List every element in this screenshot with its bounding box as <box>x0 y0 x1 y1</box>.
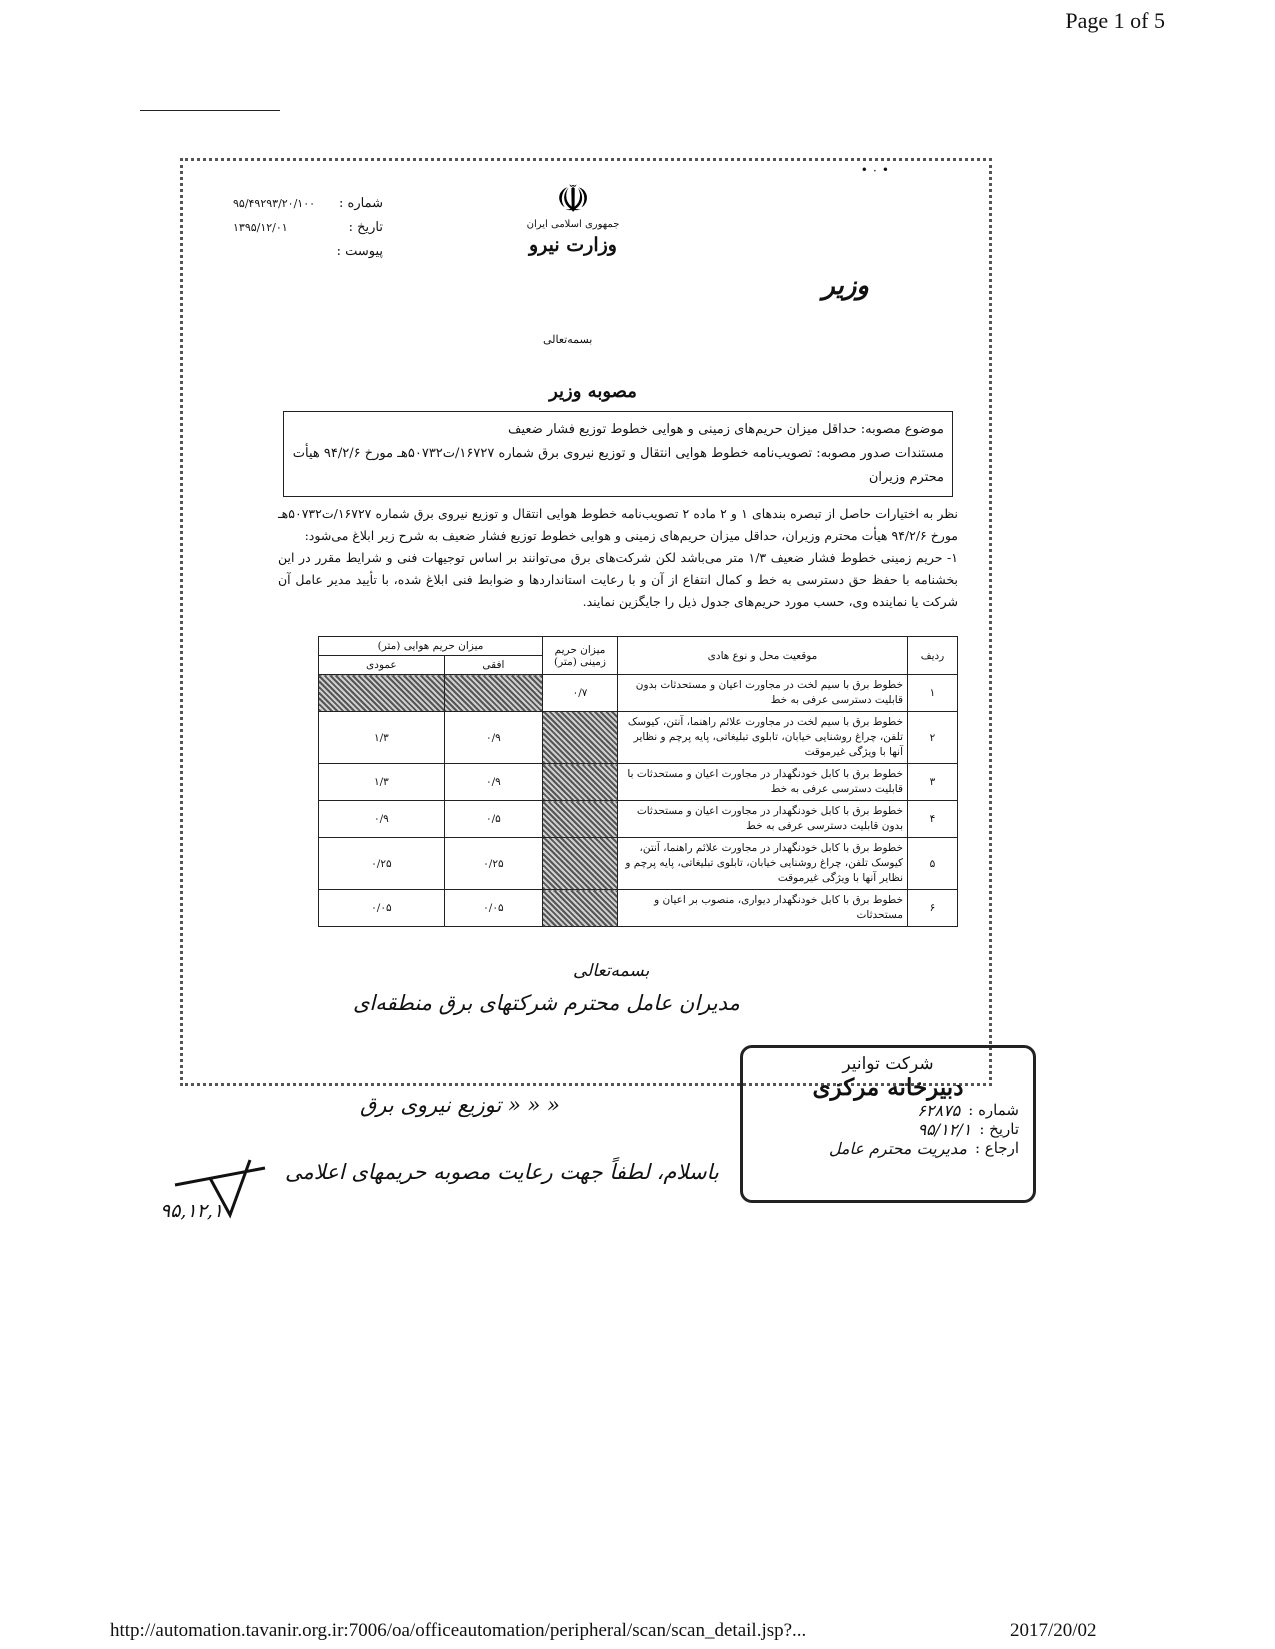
stamp-office: دبیرخانه مرکزی <box>812 1074 964 1101</box>
stamp-refer-value: مدیریت محترم عامل <box>828 1139 967 1158</box>
scanned-letter <box>180 158 992 1086</box>
cell-location: خطوط برق با کابل خودنگهدار در مجاورت اعیان و مستحدثات بدون قابلیت دسترسی عرفی به خط <box>618 801 908 838</box>
cell-location: خطوط برق با کابل خودنگهدار در مجاورت اعیان و مستحدثات با قابلیت دسترسی عرفی به خط <box>618 764 908 801</box>
number-label: شماره : <box>339 195 383 211</box>
stamp-date-value: ۹۵/۱۲/۱ <box>917 1120 972 1139</box>
number-value: ۹۵/۴۹۲۹۳/۲۰/۱۰۰ <box>233 196 316 210</box>
cell-row-number: ۳ <box>908 764 958 801</box>
scan-mark: • ۰ • <box>860 163 889 177</box>
table-row <box>319 801 958 838</box>
cell-ground <box>543 764 618 801</box>
cell-ground <box>543 801 618 838</box>
cell-row-number: ۴ <box>908 801 958 838</box>
table-row <box>319 712 958 764</box>
cell-vertical: ۰/۰۵ <box>319 890 445 927</box>
cell-horizontal: ۰/۰۵ <box>444 890 542 927</box>
resolution-title: مصوبه وزیر <box>549 381 637 402</box>
cell-horizontal <box>444 675 542 712</box>
table-row <box>319 764 958 801</box>
header-air: میزان حریم هوایی (متر) <box>319 637 543 656</box>
meta-attachment <box>233 239 383 263</box>
cell-vertical: ۱/۳ <box>319 764 445 801</box>
bismillah: بسمه‌تعالی <box>543 333 593 346</box>
body-paragraph-2: ۱- حریم زمینی خطوط فشار ضعیف ۱/۳ متر می‌باشد لکن شرکت‌های برق می‌توانند بر اساس توجیهات فنی و شرایط مقرر در این بخشنامه با حفظ حق دسترسی به خط و کمال انتفاع از آن و با رعایت استانداردها و ضوابط فنی ابلاغ شده، با تأیید مدیر عامل آن شرکت یا نماینده وی، حسب مورد حریم‌های جدول ذیل را جایگزین نمایند. <box>278 550 958 609</box>
top-rule <box>140 110 280 111</box>
stamp-refer-label: ارجاع : <box>974 1139 1019 1157</box>
cell-row-number: ۱ <box>908 675 958 712</box>
cell-location: خطوط برق با کابل خودنگهدار دیواری، منصوب بر اعیان و مستحدثات <box>618 890 908 927</box>
secretariat-stamp <box>740 1045 1036 1203</box>
stamp-number-label: شماره : <box>968 1101 1019 1119</box>
signature-date: ۹۵,۱۲,۱ <box>160 1200 224 1222</box>
meta-date <box>233 215 383 239</box>
letterhead <box>503 179 643 256</box>
table-row <box>319 890 958 927</box>
header-vertical: عمودی <box>319 656 445 675</box>
stamp-refer-row <box>757 1139 1019 1158</box>
subject-box <box>283 411 953 497</box>
table-header-row <box>319 637 958 656</box>
cell-row-number: ۶ <box>908 890 958 927</box>
cell-ground <box>543 712 618 764</box>
header-row-number: ردیف <box>908 637 958 675</box>
date-label: تاریخ : <box>348 219 383 235</box>
date-value: ۱۳۹۵/۱۲/۰۱ <box>233 220 288 234</box>
handwritten-distribution: « « « توزیع نیروی برق <box>360 1093 560 1117</box>
cell-location: خطوط برق با سیم لخت در مجاورت اعیان و مستحدثات بدون قابلیت دسترسی عرفی به خط <box>618 675 908 712</box>
gov-name: جمهوری اسلامی ایران <box>526 219 620 230</box>
privacy-table <box>318 636 958 927</box>
basis-line: مستندات صدور مصوبه: تصویب‌نامه خطوط هوایی انتقال و توزیع نیروی برق شماره ۱۶۷۲۷/ت۵۰۷۳۲هـ مورخ ۹۴/۲/۶ هیأت محترم وزیران <box>292 446 944 485</box>
header-horizontal: افقی <box>444 656 542 675</box>
footer-url: http://automation.tavanir.org.ir:7006/oa/officeautomation/peripheral/scan/scan_detail.jsp?... <box>110 1620 807 1641</box>
cell-horizontal: ۰/۲۵ <box>444 838 542 890</box>
stamp-company: شرکت توانیر <box>842 1054 934 1074</box>
stamp-number-value: ۶۲۸۷۵ <box>917 1101 961 1120</box>
stamp-date-label: تاریخ : <box>979 1120 1019 1138</box>
cell-vertical: ۰/۲۵ <box>319 838 445 890</box>
attachment-label: پیوست : <box>336 243 383 259</box>
handwritten-recipients: مدیران عامل محترم شرکتهای برق منطقه‌ای <box>353 991 740 1015</box>
cell-location: خطوط برق با سیم لخت در مجاورت علائم راهنما، آنتن، کیوسک تلفن، چراغ روشنایی خیابان، تابلوی تبلیغاتی، پایه پرچم و نظایر آنها با ویژگی غیرموقت <box>618 712 908 764</box>
iran-emblem-icon: ☫ <box>555 177 591 221</box>
header-location: موقعیت محل و نوع هادی <box>618 637 908 675</box>
letter-meta <box>233 191 383 263</box>
cell-vertical: ۱/۳ <box>319 712 445 764</box>
cell-horizontal: ۰/۹ <box>444 712 542 764</box>
table-row <box>319 838 958 890</box>
header-ground: میزان حریم زمینی (متر) <box>543 637 618 675</box>
cell-row-number: ۲ <box>908 712 958 764</box>
cell-vertical <box>319 675 445 712</box>
meta-number <box>233 191 383 215</box>
table-row <box>319 675 958 712</box>
body-paragraph-1: نظر به اختیارات حاصل از تبصره بندهای ۱ و ۲ ماده ۲ تصویب‌نامه خطوط هوایی انتقال و توزیع نیروی برق شماره ۱۶۷۲۷/ت۵۰۷۳۲هـ مورخ ۹۴/۲/۶ هیأت محترم وزیران، حداقل میزان حریم‌های زمینی و هوایی خطوط توزیع فشار ضعیف به شرح زیر ابلاغ می‌شود: <box>278 506 958 543</box>
body-text <box>278 503 958 613</box>
page-indicator: Page 1 of 5 <box>1065 8 1165 33</box>
cell-vertical: ۰/۹ <box>319 801 445 838</box>
ministry-name: وزارت نیرو <box>529 234 617 256</box>
footer-date: 2017/20/02 <box>1010 1620 1097 1641</box>
cell-ground <box>543 838 618 890</box>
handwritten-greeting: بسمه‌تعالی <box>573 961 650 981</box>
stamp-number-row <box>757 1101 1019 1120</box>
cell-horizontal: ۰/۵ <box>444 801 542 838</box>
cell-row-number: ۵ <box>908 838 958 890</box>
stamp-date-row <box>757 1120 1019 1139</box>
cell-ground <box>543 890 618 927</box>
handwritten-instruction: باسلام، لطفاً جهت رعایت مصوبه حریمهای اعلامی <box>285 1160 719 1184</box>
minister-title: وزیر <box>822 271 869 301</box>
cell-ground: ۰/۷ <box>543 675 618 712</box>
subject-line: موضوع مصوبه: حداقل میزان حریم‌های زمینی و هوایی خطوط توزیع فشار ضعیف <box>508 422 944 437</box>
cell-horizontal: ۰/۹ <box>444 764 542 801</box>
cell-location: خطوط برق با کابل خودنگهدار در مجاورت علائم راهنما، آنتن، کیوسک تلفن، چراغ روشنایی خیابان، تابلوی تبلیغاتی، پایه پرچم و نظایر آنها با ویژگی غیرموقت <box>618 838 908 890</box>
